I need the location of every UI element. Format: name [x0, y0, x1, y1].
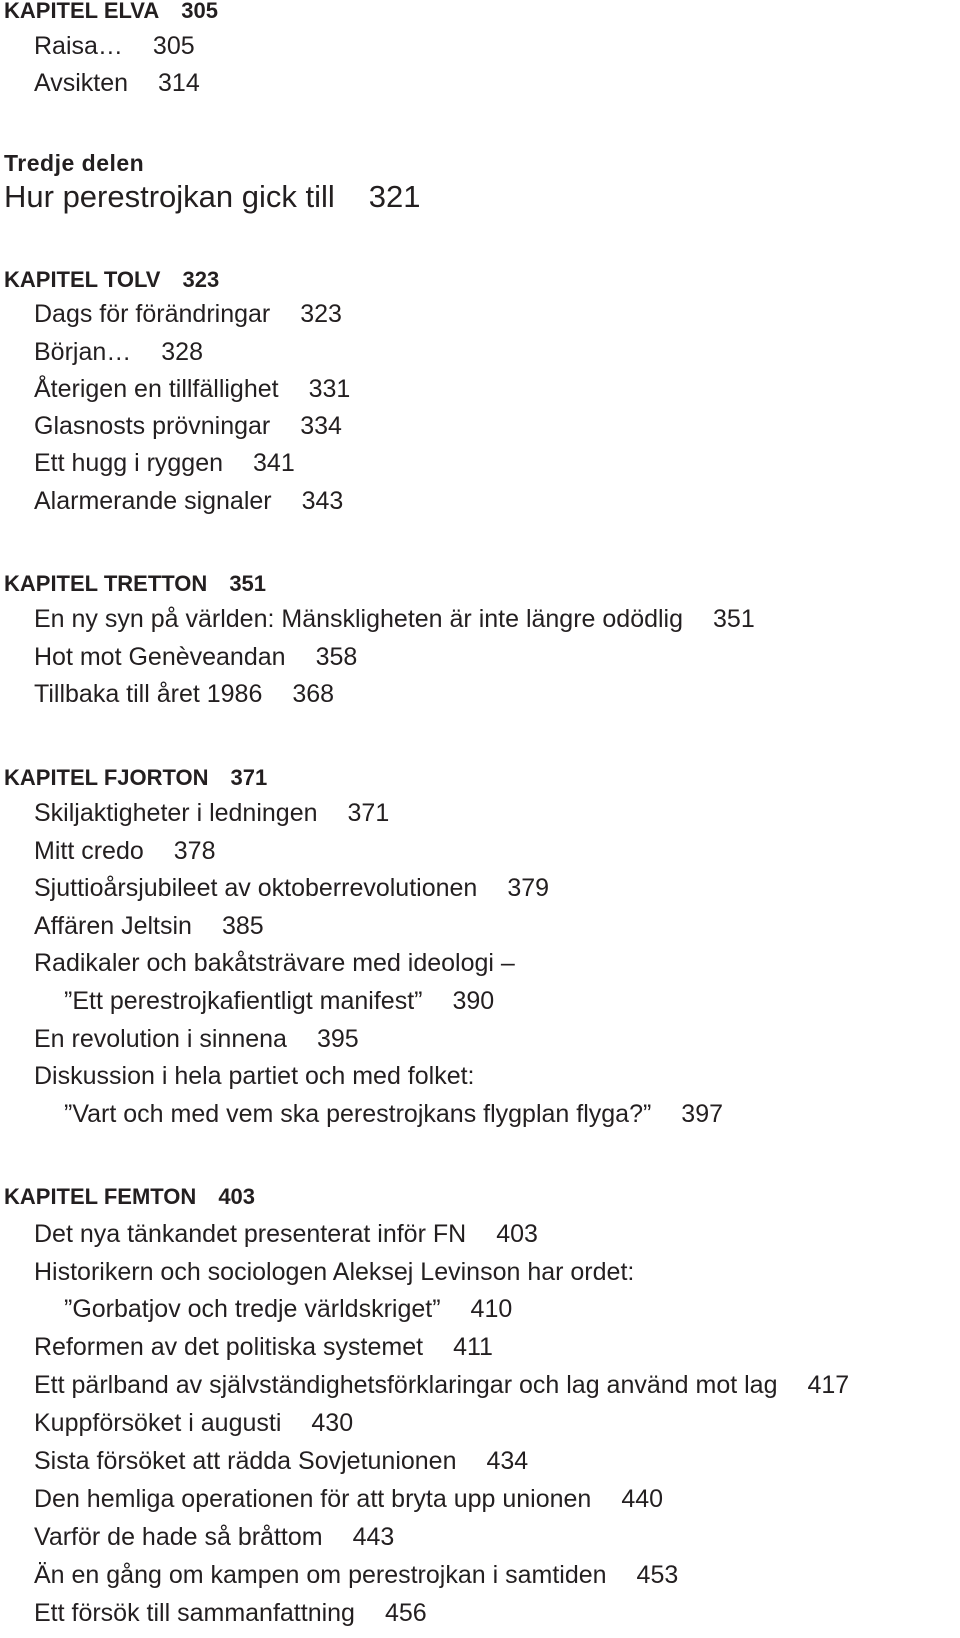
- entry-title: ”Vart och med vem ska perestrojkans flygplan flyga?”: [64, 1100, 652, 1128]
- toc-entry: [34, 31, 195, 61]
- toc-entry: [34, 1332, 493, 1362]
- toc-entry: [34, 1522, 394, 1552]
- entry-page: 371: [347, 799, 390, 827]
- toc-entry: [34, 411, 342, 441]
- entry-page: 434: [486, 1447, 529, 1475]
- entry-title: Dags för förändringar: [34, 300, 271, 328]
- entry-title: Raisa…: [34, 32, 123, 60]
- toc-entry: [34, 1598, 427, 1628]
- toc-entry: [34, 1061, 475, 1091]
- chapter-title: KAPITEL FEMTON: [4, 1184, 197, 1209]
- entry-title: Mitt credo: [34, 837, 144, 865]
- entry-title: Den hemliga operationen för att bryta upp unionen: [34, 1485, 592, 1513]
- toc-entry: [34, 798, 389, 828]
- entry-page: 430: [311, 1409, 354, 1437]
- chapter-page: 371: [230, 765, 268, 790]
- entry-title: Än en gång om kampen om perestrojkan i samtiden: [34, 1561, 607, 1589]
- entry-page: 417: [807, 1371, 850, 1399]
- chapter-title: KAPITEL ELVA: [4, 0, 160, 23]
- entry-page: 385: [221, 912, 264, 940]
- entry-title: Återigen en tillfällighet: [34, 375, 279, 403]
- chapter-title: KAPITEL TRETTON: [4, 571, 208, 596]
- entry-page: 351: [713, 605, 755, 633]
- toc-entry: [34, 873, 549, 903]
- chapter-page: 323: [182, 267, 220, 292]
- entry-page: 334: [300, 412, 342, 440]
- part-page: 321: [368, 179, 421, 214]
- toc-entry: [34, 448, 295, 478]
- toc-entry: [34, 1560, 678, 1590]
- entry-page: 456: [384, 1599, 427, 1627]
- toc-entry: [34, 68, 200, 98]
- entry-title: Början…: [34, 338, 132, 366]
- entry-title: Kuppförsöket i augusti: [34, 1409, 282, 1437]
- toc-entry: [34, 642, 357, 672]
- toc-entry: [34, 1446, 528, 1476]
- chapter-title: KAPITEL TOLV: [4, 267, 161, 292]
- entry-page: 305: [152, 32, 195, 60]
- entry-title: Radikaler och bakåtsträvare med ideologi –: [34, 949, 515, 977]
- part-title-text: Hur perestrojkan gick till: [4, 179, 335, 214]
- entry-title: Sjuttioårsjubileet av oktoberrevolutionen: [34, 874, 478, 902]
- entry-page: 331: [308, 375, 351, 403]
- entry-page: 314: [158, 69, 200, 97]
- chapter-heading: [4, 765, 267, 791]
- entry-title: Varför de hade så bråttom: [34, 1523, 323, 1551]
- toc-entry-continuation: [64, 1294, 512, 1324]
- entry-page: 411: [453, 1333, 493, 1361]
- entry-page: 341: [253, 449, 295, 477]
- toc-entry: [34, 374, 350, 404]
- toc-entry: [34, 836, 215, 866]
- chapter-heading: [4, 571, 266, 597]
- chapter-title: KAPITEL FJORTON: [4, 765, 209, 790]
- entry-title: Sista försöket att rädda Sovjetunionen: [34, 1447, 457, 1475]
- toc-entry: [34, 1370, 849, 1400]
- entry-title: Diskussion i hela partiet och med folket:: [34, 1062, 475, 1090]
- entry-title: ”Ett perestrojkafientligt manifest”: [64, 987, 423, 1015]
- entry-page: 443: [352, 1523, 395, 1551]
- entry-page: 379: [507, 874, 550, 902]
- entry-title: En ny syn på världen: Mänskligheten är inte längre odödlig: [34, 605, 684, 633]
- entry-title: Skiljaktigheter i ledningen: [34, 799, 318, 827]
- toc-entry: [34, 911, 264, 941]
- toc-entry: [34, 1257, 634, 1287]
- entry-title: Avsikten: [34, 69, 129, 97]
- entry-page: 323: [300, 300, 342, 328]
- chapter-page: 305: [181, 0, 218, 23]
- toc-entry-continuation: [64, 1099, 723, 1129]
- entry-page: 395: [316, 1025, 359, 1053]
- entry-title: Ett försök till sammanfattning: [34, 1599, 355, 1627]
- entry-page: 390: [452, 987, 495, 1015]
- entry-page: 358: [315, 643, 358, 671]
- entry-title: En revolution i sinnena: [34, 1025, 287, 1053]
- part-label: Tredje delen: [4, 150, 145, 176]
- entry-page: 403: [496, 1220, 538, 1248]
- entry-page: 328: [161, 338, 203, 366]
- entry-page: 378: [173, 837, 216, 865]
- entry-title: ”Gorbatjov och tredje världskriget”: [64, 1295, 441, 1323]
- chapter-page: 351: [229, 571, 267, 596]
- chapter-heading: [4, 1184, 255, 1210]
- chapter-heading: [4, 0, 218, 24]
- entry-title: Historikern och sociologen Aleksej Levinson har ordet:: [34, 1258, 635, 1286]
- entry-title: Tillbaka till året 1986: [34, 680, 263, 708]
- entry-title: Alarmerande signaler: [34, 487, 272, 515]
- entry-title: Det nya tänkandet presenterat inför FN: [34, 1220, 467, 1248]
- toc-entry: [34, 679, 334, 709]
- entry-title: Glasnosts prövningar: [34, 412, 271, 440]
- part-title: [4, 179, 421, 215]
- entry-title: Reformen av det politiska systemet: [34, 1333, 424, 1361]
- entry-page: 440: [621, 1485, 664, 1513]
- entry-page: 453: [636, 1561, 679, 1589]
- entry-title: Affären Jeltsin: [34, 912, 192, 940]
- toc-entry: [34, 948, 515, 978]
- entry-title: Ett hugg i ryggen: [34, 449, 224, 477]
- entry-page: 343: [301, 487, 344, 515]
- chapter-heading: [4, 267, 219, 293]
- toc-entry: [34, 1219, 538, 1249]
- toc-entry: [34, 1024, 359, 1054]
- toc-entry: [34, 337, 203, 367]
- entry-page: 410: [470, 1295, 513, 1323]
- toc-entry: [34, 486, 343, 516]
- toc-entry: [34, 604, 755, 634]
- chapter-page: 403: [218, 1184, 256, 1209]
- toc-entry-continuation: [64, 986, 494, 1016]
- toc-entry: [34, 299, 342, 329]
- toc-entry: [34, 1408, 353, 1438]
- entry-page: 368: [292, 680, 335, 708]
- entry-title: Hot mot Genèveandan: [34, 643, 286, 671]
- entry-page: 397: [681, 1100, 724, 1128]
- entry-title: Ett pärlband av självständighetsförklaringar och lag använd mot lag: [34, 1371, 778, 1399]
- toc-entry: [34, 1484, 663, 1514]
